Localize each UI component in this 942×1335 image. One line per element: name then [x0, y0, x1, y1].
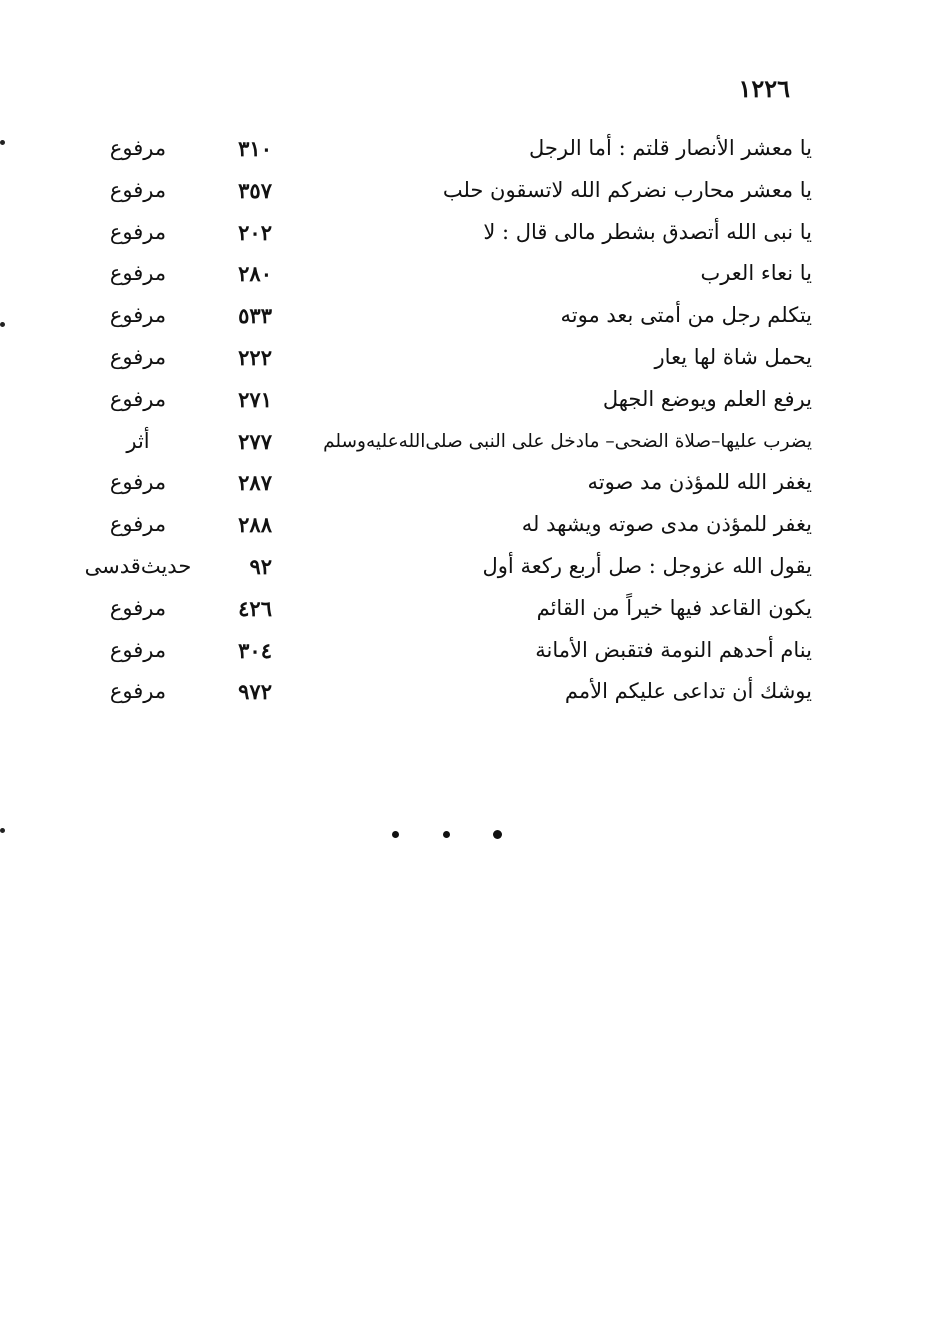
- hadith-grade: حديث‌قدسى: [84, 553, 192, 578]
- table-row: [70, 462, 812, 504]
- hadith-number: ٢٨٧: [238, 470, 272, 496]
- ornament-dot: [392, 831, 399, 838]
- ornament-dot: [443, 831, 450, 838]
- table-row: [70, 379, 812, 421]
- hadith-number: ٢٨٨: [238, 512, 272, 538]
- table-row: [70, 128, 812, 170]
- ornament-dot: [493, 830, 502, 839]
- hadith-text: يكون القاعد فيها خيراً من القائم: [536, 595, 812, 620]
- table-row: [70, 253, 812, 295]
- hadith-number: ٢٧١: [238, 386, 272, 412]
- hadith-text: يا نعاء العرب: [700, 261, 812, 286]
- hadith-grade: مرفوع: [109, 177, 167, 202]
- hadith-grade: مرفوع: [109, 303, 167, 328]
- hadith-number: ٣٥٧: [238, 177, 272, 203]
- hadith-grade: مرفوع: [109, 512, 167, 537]
- scan-mark: [0, 322, 5, 327]
- hadith-text: يرفع العلم ويوضع الجهل: [602, 386, 812, 411]
- hadith-grade: مرفوع: [109, 136, 167, 160]
- table-row: [70, 212, 812, 254]
- hadith-number: ٢٢٢: [238, 344, 272, 370]
- hadith-text: يغفر الله للمؤذن مد صوته: [587, 470, 812, 495]
- hadith-grade: مرفوع: [109, 679, 167, 704]
- table-row: [70, 295, 812, 337]
- hadith-text: يغفر للمؤذن مدى صوته ويشهد له: [521, 512, 812, 537]
- hadith-text: يقول الله عزوجل : صل أربع ركعة أول: [482, 553, 812, 578]
- table-row: [70, 630, 812, 672]
- hadith-grade: مرفوع: [109, 219, 167, 244]
- hadith-text: يتكلم رجل من أمتى بعد موته: [560, 303, 812, 328]
- hadith-number: ٣٠٤: [238, 637, 272, 663]
- table-row: [70, 421, 812, 463]
- hadith-grade: مرفوع: [109, 470, 167, 495]
- hadith-grade: أثر: [126, 428, 150, 453]
- hadith-grade: مرفوع: [109, 595, 167, 620]
- section-end-ornament: [392, 824, 502, 844]
- hadith-text: يوشك أن تداعى عليكم الأمم: [564, 679, 812, 704]
- table-row: [70, 337, 812, 379]
- hadith-number: ٩٧٢: [238, 679, 272, 705]
- page-number: ١٢٢٦: [738, 74, 790, 103]
- hadith-grade: مرفوع: [109, 386, 167, 411]
- hadith-text: ينام أحدهم النومة فتقبض الأمانة: [535, 637, 812, 662]
- hadith-number: ٩٢: [249, 553, 272, 579]
- scan-mark: [0, 828, 5, 833]
- table-row: [70, 170, 812, 212]
- hadith-number: ٤٢٦: [238, 595, 272, 621]
- hadith-text: يضرب عليها–صلاة الضحى– مادخل على النبى صلى‌الله‌عليه‌وسلم: [323, 430, 812, 452]
- hadith-number: ٢٨٠: [238, 261, 272, 287]
- hadith-number: ٥٣٣: [238, 303, 272, 329]
- hadith-text: يحمل شاة لها يعار: [654, 344, 812, 369]
- table-row: [70, 546, 812, 588]
- hadith-text: يا نبى الله أتصدق بشطر مالى قال : لا: [483, 219, 812, 244]
- table-row: [70, 588, 812, 630]
- scan-mark: [0, 140, 5, 145]
- hadith-grade: مرفوع: [109, 261, 167, 286]
- hadith-number: ٢٧٧: [238, 428, 272, 454]
- hadith-grade: مرفوع: [109, 344, 167, 369]
- hadith-text: يا معشر الأنصار قلتم : أما الرجل: [529, 136, 812, 160]
- hadith-text: يا معشر محارب نضركم الله لاتسقون حلب: [442, 177, 812, 202]
- table-row: [70, 671, 812, 713]
- hadith-number: ٣١٠: [238, 136, 272, 161]
- hadith-index-table: [70, 128, 812, 713]
- table-row: [70, 504, 812, 546]
- hadith-number: ٢٠٢: [238, 219, 272, 245]
- hadith-grade: مرفوع: [109, 637, 167, 662]
